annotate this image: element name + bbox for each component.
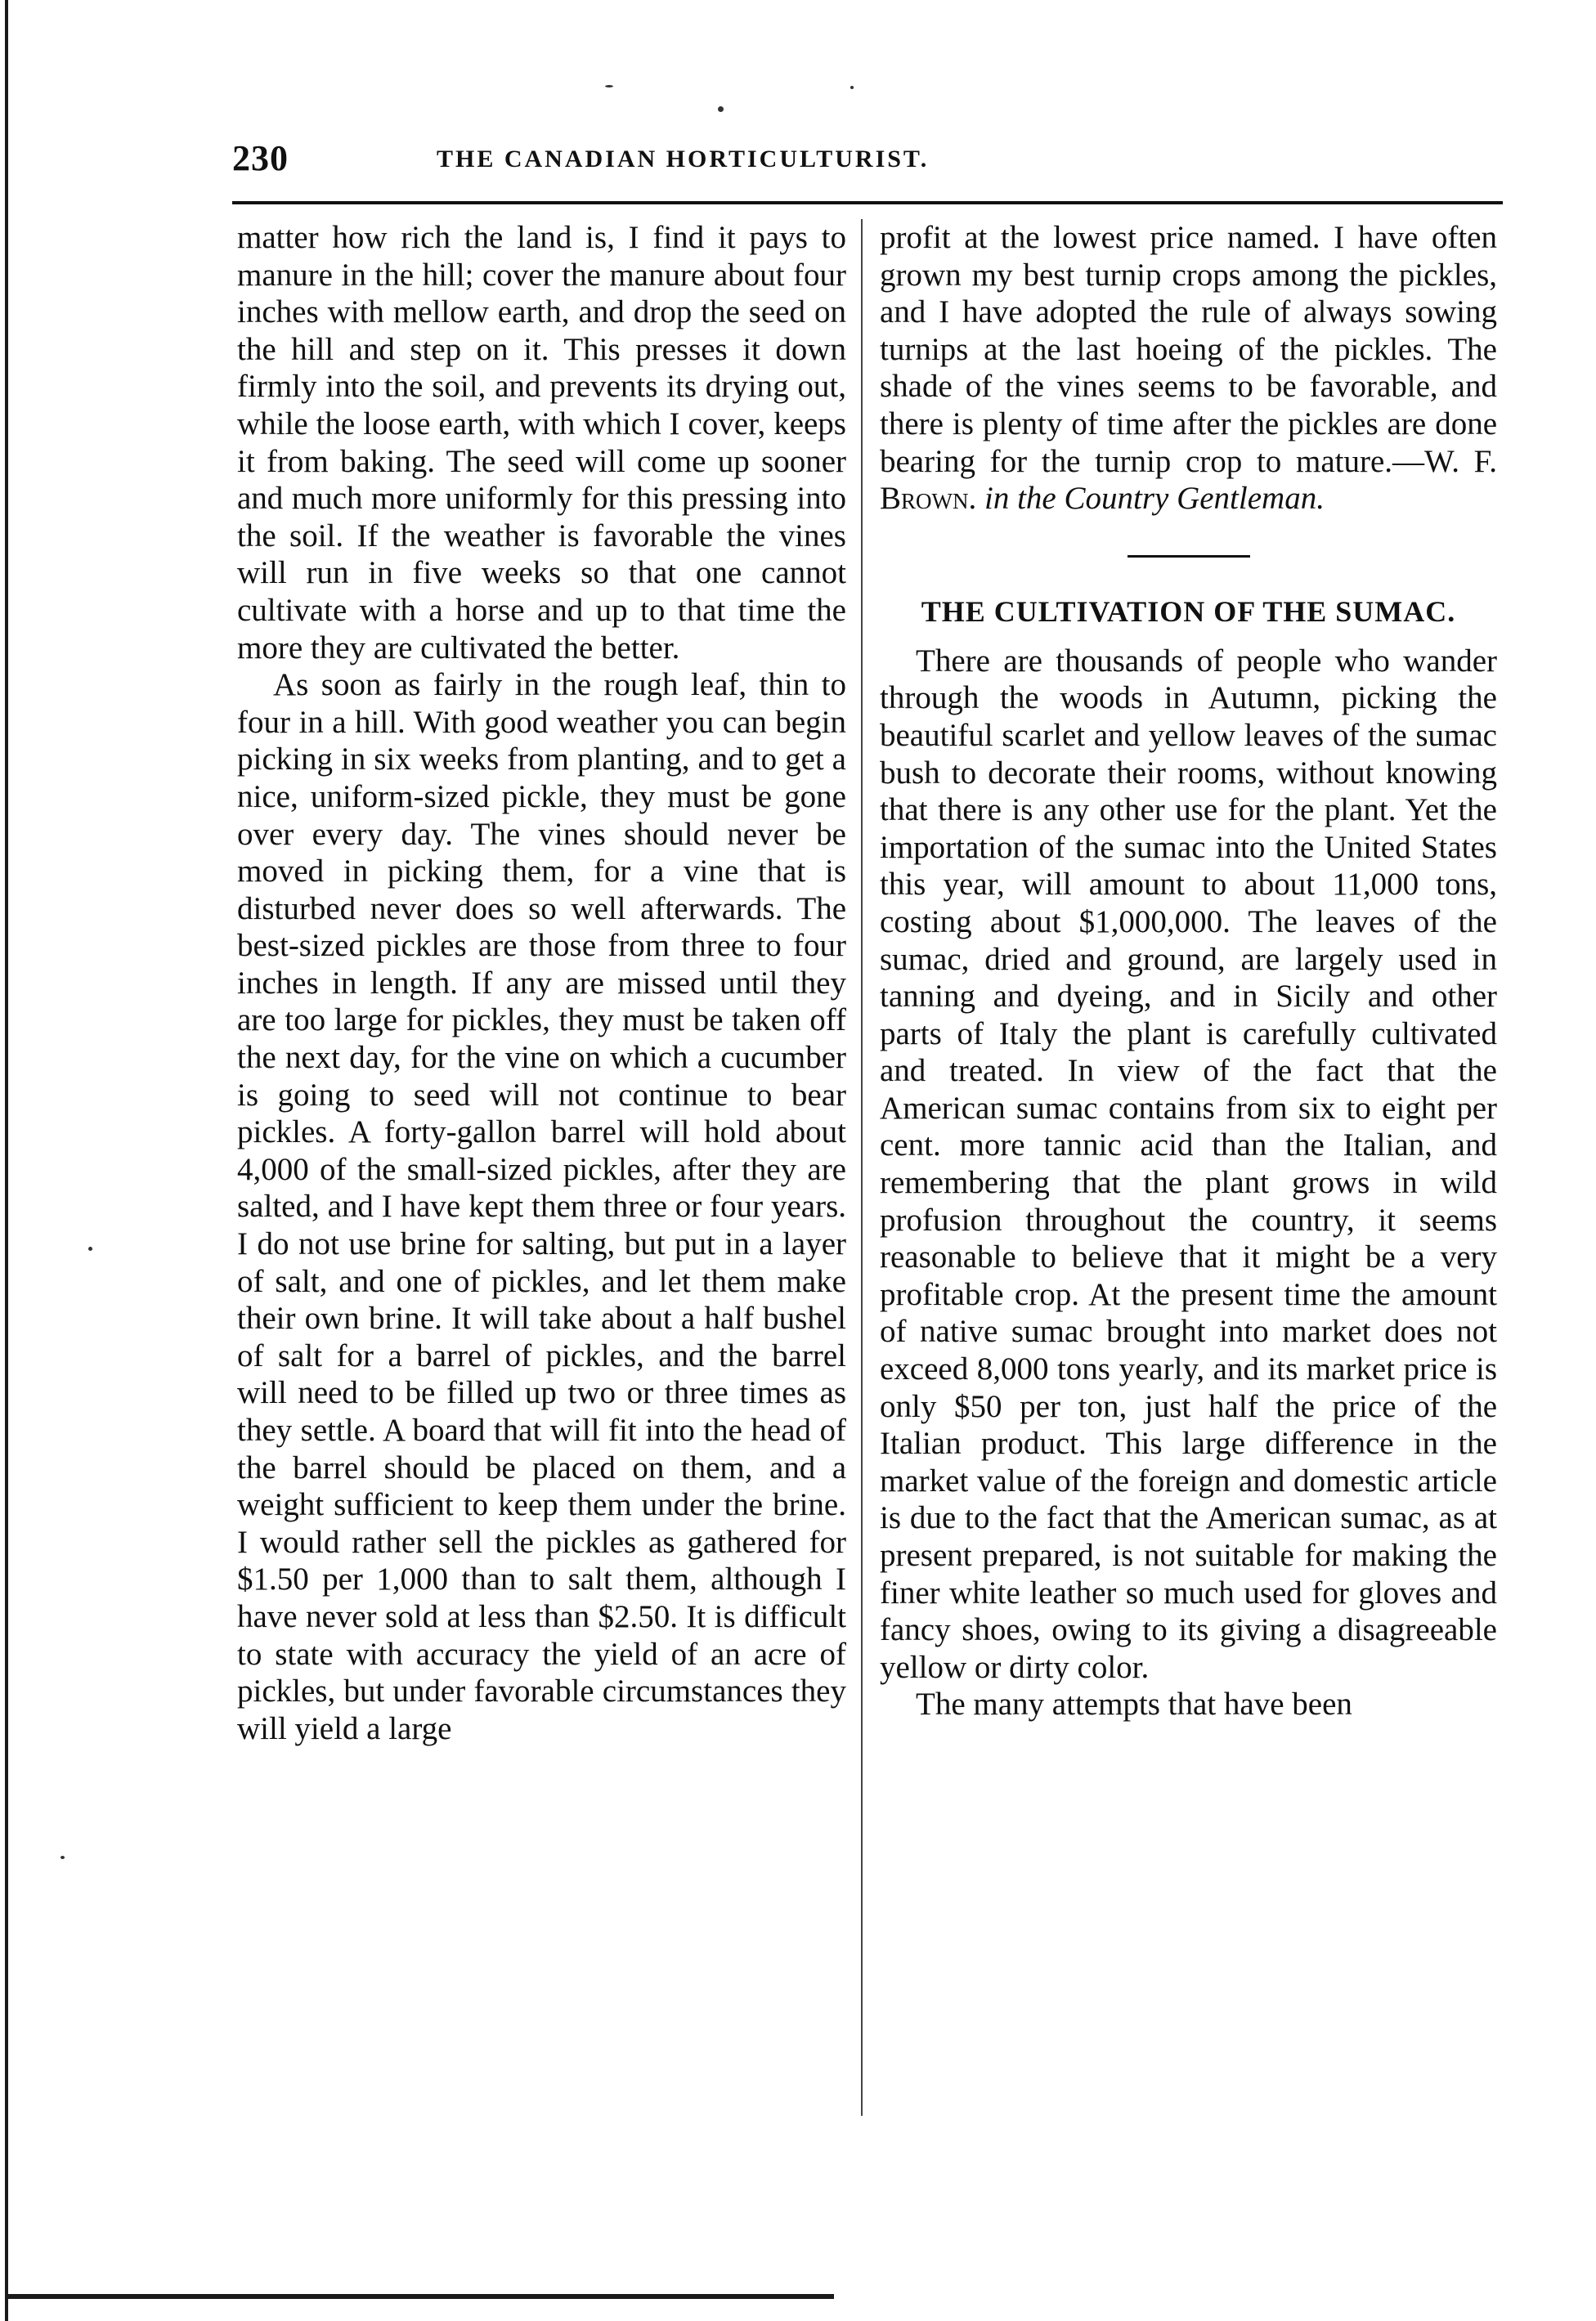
print-speck — [718, 106, 724, 112]
left-column — [237, 219, 846, 1747]
page-header — [232, 137, 1503, 190]
pickle-paragraph-1: matter how rich the land is, I find it pays to manure in the hill; cover the manure about four inches with mellow earth, and drop the seed on the hill and step on it. This presses it down firmly into the soil, and prevents its drying out, while the loose earth, with which I cover, keeps it from baking. The seed will come up sooner and much more uniformly for this pressing into the soil. If the weather is favorable the vines will run in five weeks so that one cannot cultivate with a horse and up to that time the more they are cultivated the better. — [237, 220, 846, 665]
print-speck — [61, 1856, 65, 1859]
sumac-paragraph-1: There are thousands of people who wander through the woods in Autumn, picking the beautiful scarlet and yellow leaves of the sumac bush to decorate their rooms, without knowing that there is any other use for the plant. Yet the importation of the sumac into the United States this year, will amount to about 11,000 tons, costing about $1,000,000. The leaves of the sumac, dried and ground, are largely used in tanning and dyeing, and in Sicily and other parts of Italy the plant is carefully cultivated and treated. In view of the fact that the American sumac contains from six to eight per cent. more tannic acid than the Italian, and remembering that the plant grows in wild profusion throughout the country, it seems reasonable to believe that it might be a very profitable crop. At the present time the amount of native sumac brought into market does not exceed 8,000 tons yearly, and its market price is only $50 per ton, just half the price of the Italian product. This large difference in the market value of the foreign and domestic article is due to the fact that the American sumac, as at present prepared, is not suitable for making the finer white leather so much used for gloves and fancy shoes, owing to its giving a disagreeable yellow or dirty color. — [880, 643, 1497, 1685]
print-speck — [88, 1247, 92, 1251]
print-speck — [850, 86, 854, 89]
running-title: THE CANADIAN HORTICULTURIST. — [437, 146, 930, 173]
pickle-paragraph-2: As soon as fairly in the rough leaf, thin to four in a hill. With good weather you can begin picking in six weeks from planting, and to get a nice, uniform-sized pickle, they must be gone over every day. The vines should never be moved in picking them, for a vine that is disturbed never does so well afterwards. The best-sized pickles are those from three to four inches in length. If any are missed until they are too large for pickles, they must be taken off the next day, for the vine on which a cucumber is going to seed will not continue to bear pickles. A forty-gallon barrel will hold about 4,000 of the small-sized pickles, after they are salted, and I have kept them three or four years. I do not use brine for salting, but put in a layer of salt, and one of pickles, and let them make their own brine. It will take about a half bushel of salt for a barrel of pickles, and the barrel will need to be filled up two or three times as they settle. A board that will fit into the head of the barrel should be placed on them, and a weight sufficient to keep them under the brine. I would rather sell the pickles as gathered for $1.50 per 1,000 than to salt them, although I have never sold at less than $2.50. It is difficult to state with accuracy the yield of an acre of pickles, but under favorable circumstances they will yield a large — [237, 667, 846, 1746]
column-divider — [861, 219, 863, 2116]
sumac-paragraph-2: The many attempts that have been — [916, 1687, 1352, 1723]
print-speck — [605, 85, 613, 87]
section-divider — [1128, 555, 1250, 558]
page-number: 230 — [232, 138, 289, 178]
right-column — [880, 219, 1497, 1723]
page-edge-line — [5, 0, 8, 2321]
header-rule — [232, 201, 1503, 204]
source-credit: in the Country Gentleman. — [976, 481, 1325, 517]
pickle-paragraph-3 — [880, 219, 1497, 518]
pickle-paragraph-3-text: profit at the lowest price named. I have often grown my best turnip crops among the pickles, and I have adopted the rule of always sowing turnips at the last hoeing of the pickles. The shade of the vines seems to be favorable, and there is plenty of time after the pickles are done bearing for the turnip crop to mature.— — [880, 220, 1497, 479]
bottom-rule — [8, 2294, 834, 2299]
section-heading: THE CULTIVATION OF THE SUMAC. — [921, 594, 1456, 628]
author-signature: W. F. Brown. — [880, 443, 1497, 517]
